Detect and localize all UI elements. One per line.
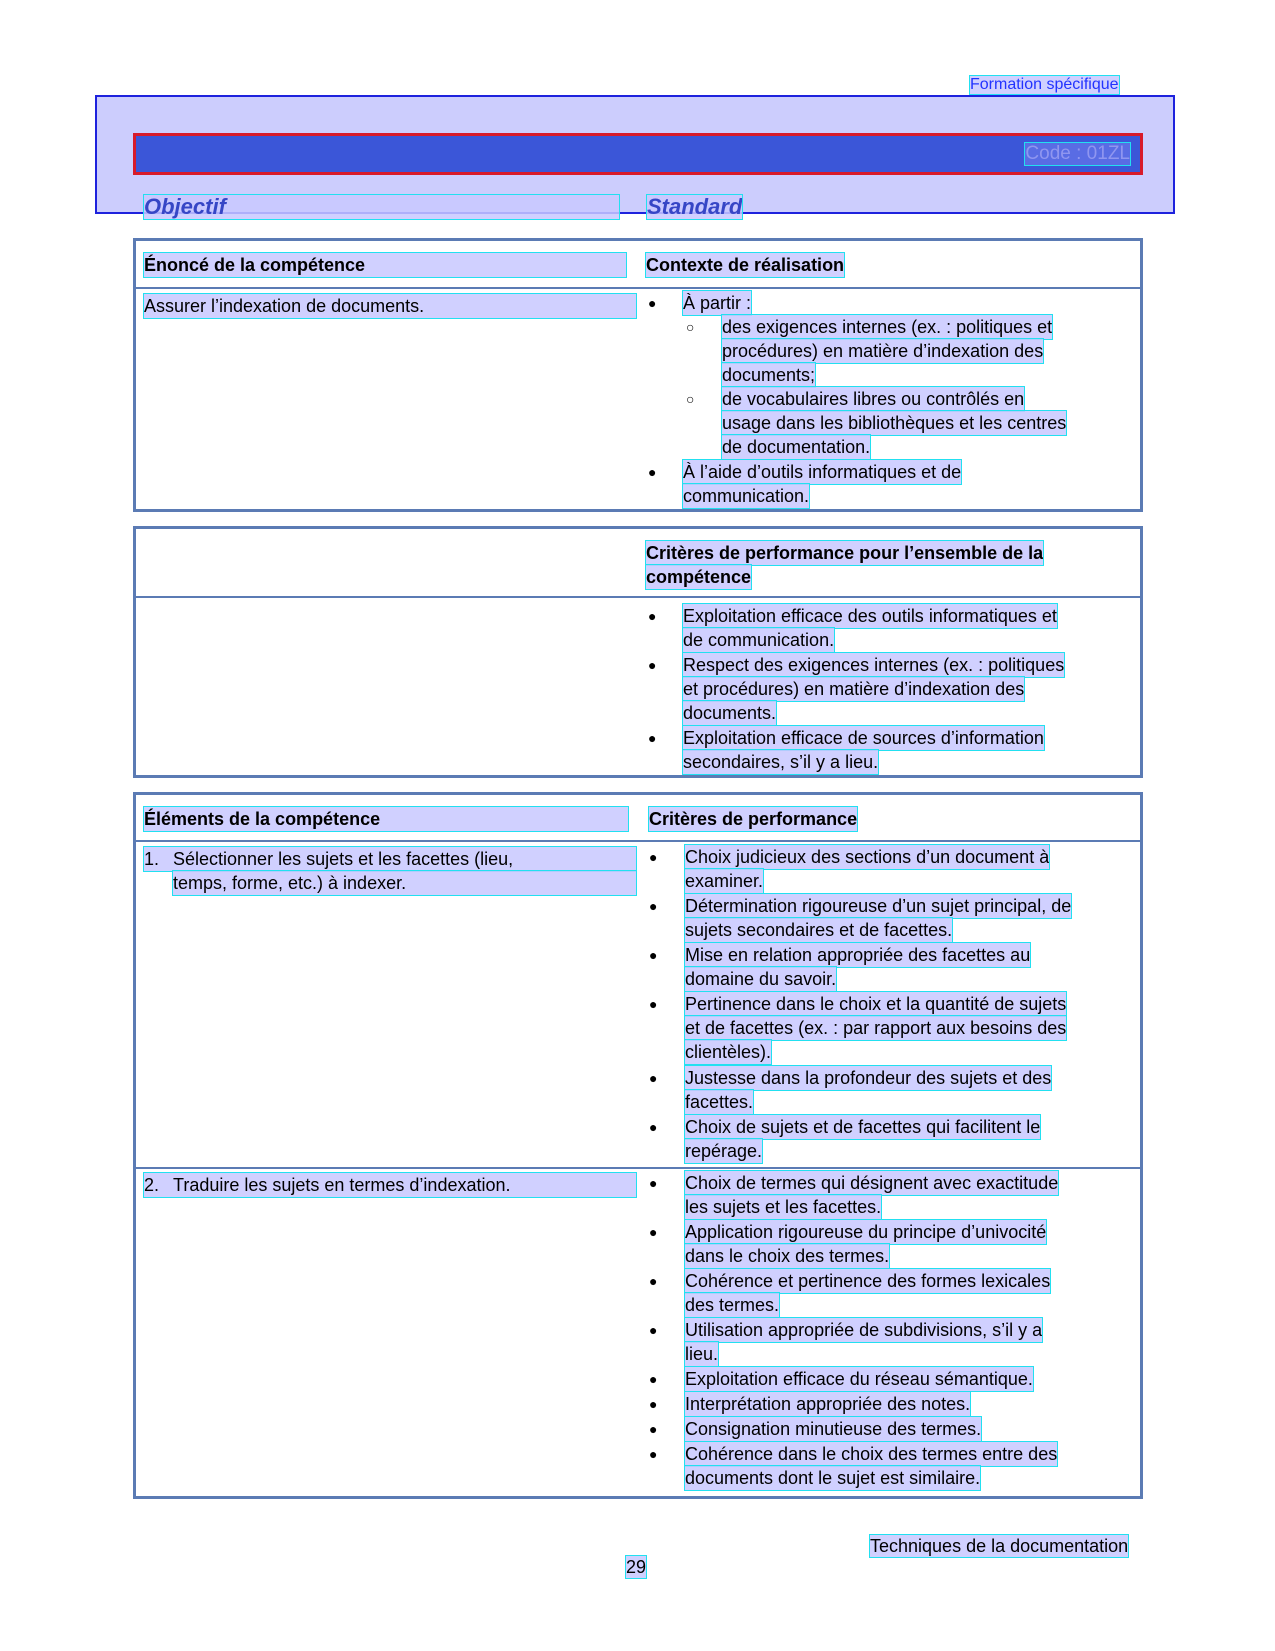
row-divider — [136, 596, 1140, 598]
criterion-line: lieu. — [685, 1344, 719, 1364]
bullet-icon: ● — [649, 1322, 658, 1338]
criterion-line: examiner. — [685, 871, 764, 891]
overall-criteria-heading: Critères de performance pour l’ensemble de la — [646, 543, 1044, 563]
context-line: des exigences internes (ex. : politiques et — [722, 317, 1053, 337]
context-line: À l’aide d’outils informatiques et de — [683, 462, 962, 482]
criteria-heading: Critères de performance — [649, 809, 858, 829]
criterion-line: les sujets et les facettes. — [685, 1197, 882, 1217]
bullet-icon: ● — [649, 849, 658, 865]
context-heading: Contexte de réalisation — [646, 255, 845, 275]
code-bar — [133, 133, 1143, 175]
criterion-line: secondaires, s’il y a lieu. — [683, 752, 879, 772]
context-line: procédures) en matière d’indexation des — [722, 341, 1044, 361]
criterion-line: Respect des exigences internes (ex. : politiques — [683, 655, 1065, 675]
criterion-line: Utilisation appropriée de subdivisions, s’il y a — [685, 1320, 1043, 1340]
criterion-line: Cohérence et pertinence des formes lexicales — [685, 1271, 1051, 1291]
bullet-icon: ● — [649, 1273, 658, 1289]
row-divider — [136, 840, 1140, 842]
circle-bullet-icon: ○ — [686, 391, 695, 407]
bullet-icon: ● — [649, 996, 658, 1012]
criterion-line: documents dont le sujet est similaire. — [685, 1468, 981, 1488]
criterion-line: Choix judicieux des sections d’un document à — [685, 847, 1050, 867]
bullet-icon: ● — [649, 1175, 658, 1191]
element-number: 1. — [144, 849, 160, 869]
criterion-line: Exploitation efficace du réseau sémantique. — [685, 1369, 1033, 1389]
criterion-line: Choix de sujets et de facettes qui facilitent le — [685, 1117, 1041, 1137]
criterion-line: sujets secondaires et de facettes. — [685, 920, 953, 940]
criterion-line: et procédures) en matière d’indexation des — [683, 679, 1025, 699]
criterion-line: Exploitation efficace des outils informatiques et — [683, 606, 1057, 626]
competency-statement-table — [133, 238, 1143, 512]
context-line: de vocabulaires libres ou contrôlés en — [722, 389, 1025, 409]
criterion-line: Mise en relation appropriée des facettes au — [685, 945, 1031, 965]
competency-statement: Assurer l’indexation de documents. — [144, 294, 636, 318]
bullet-icon: ● — [649, 1371, 658, 1387]
overall-criteria-heading: compétence — [646, 567, 752, 587]
footer-program-name: Techniques de la documentation — [870, 1536, 1129, 1556]
bullet-icon: ● — [649, 1224, 658, 1240]
context-line: documents; — [722, 365, 816, 385]
criterion-line: documents. — [683, 703, 777, 723]
element-text: Sélectionner les sujets et les facettes (lieu, — [173, 849, 514, 869]
criterion-line: Consignation minutieuse des termes. — [685, 1419, 982, 1439]
criterion-line: et de facettes (ex. : par rapport aux besoins des — [685, 1018, 1067, 1038]
bullet-icon: ● — [649, 1396, 658, 1412]
bullet-icon: ● — [649, 1119, 658, 1135]
page-number: 29 — [626, 1557, 647, 1577]
row-divider — [136, 1167, 1140, 1169]
criterion-line: Pertinence dans le choix et la quantité de sujets — [685, 994, 1067, 1014]
row-divider — [136, 287, 1140, 289]
program-header: Formation spécifique — [970, 76, 1119, 93]
criterion-line: des termes. — [685, 1295, 780, 1315]
element-1-line — [144, 847, 636, 871]
context-line: usage dans les bibliothèques et les centres — [722, 413, 1067, 433]
criterion-line: repérage. — [685, 1141, 763, 1161]
circle-bullet-icon: ○ — [686, 319, 695, 335]
element-2-line — [144, 1173, 636, 1197]
criterion-line: Cohérence dans le choix des termes entre des — [685, 1444, 1058, 1464]
context-line: communication. — [683, 486, 810, 506]
criterion-line: clientèles). — [685, 1042, 772, 1062]
criterion-line: de communication. — [683, 630, 835, 650]
element-text: Traduire les sujets en termes d’indexation. — [173, 1175, 511, 1195]
bullet-icon: ● — [648, 657, 657, 673]
criterion-line: Application rigoureuse du principe d’univocité — [685, 1222, 1047, 1242]
elements-criteria-table — [133, 792, 1143, 1499]
context-line: À partir : — [683, 293, 752, 313]
criterion-line: Choix de termes qui désignent avec exactitude — [685, 1173, 1059, 1193]
bullet-icon: ● — [649, 1070, 658, 1086]
criterion-line: Détermination rigoureuse d’un sujet principal, de — [685, 896, 1072, 916]
criterion-line: Justesse dans la profondeur des sujets et des — [685, 1068, 1052, 1088]
competency-code: Code : 01ZL — [1025, 143, 1130, 164]
context-line: de documentation. — [722, 437, 871, 457]
criterion-line: Interprétation appropriée des notes. — [685, 1394, 971, 1414]
bullet-icon: ● — [649, 947, 658, 963]
element-1-line: temps, forme, etc.) à indexer. — [173, 871, 636, 895]
bullet-icon: ● — [648, 608, 657, 624]
standard-label: Standard — [647, 194, 743, 219]
criterion-line: facettes. — [685, 1092, 754, 1112]
bullet-icon: ● — [649, 1421, 658, 1437]
criterion-line: domaine du savoir. — [685, 969, 837, 989]
bullet-icon: ● — [648, 295, 657, 311]
bullet-icon: ● — [649, 1446, 658, 1462]
element-number: 2. — [144, 1175, 160, 1195]
criterion-line: Exploitation efficace de sources d’information — [683, 728, 1044, 748]
bullet-icon: ● — [648, 464, 657, 480]
bullet-icon: ● — [649, 898, 658, 914]
statement-heading: Énoncé de la compétence — [144, 253, 626, 277]
overall-criteria-table — [133, 526, 1143, 778]
bullet-icon: ● — [648, 730, 657, 746]
objectif-label: Objectif — [144, 195, 619, 219]
criterion-line: dans le choix des termes. — [685, 1246, 890, 1266]
elements-heading: Éléments de la compétence — [144, 807, 628, 831]
